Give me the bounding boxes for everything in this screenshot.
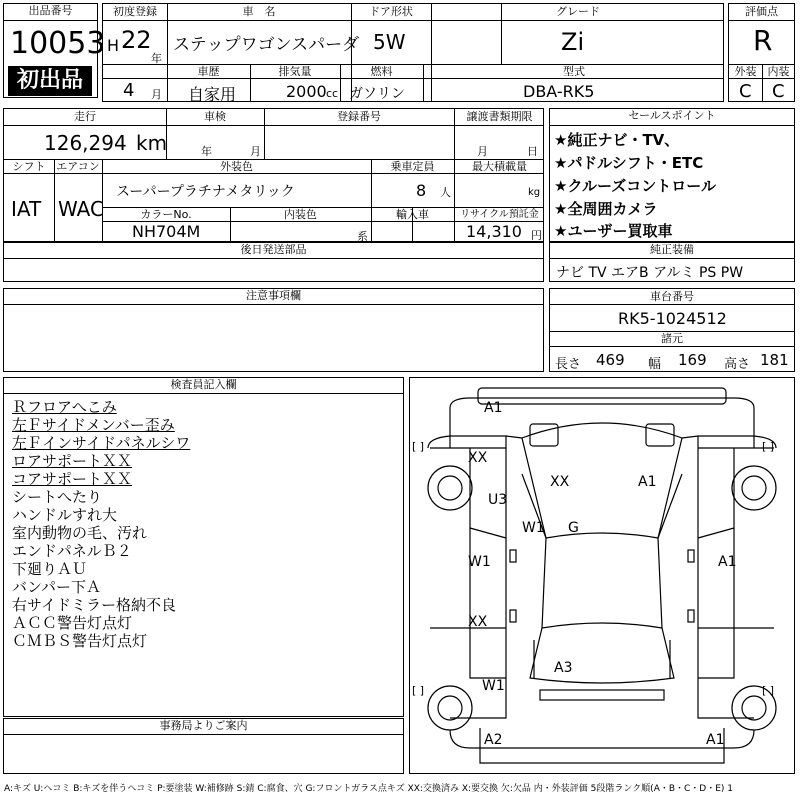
sales-points-box (549, 108, 795, 242)
inspector-line: 室内動物の毛、汚れ (12, 524, 148, 542)
month-unit: 月 (151, 88, 162, 101)
damage-bracket: [ ] (412, 440, 425, 453)
first-reg-label: 初度登録 (113, 5, 157, 18)
ext-label: 外装 (734, 65, 757, 78)
car-name-label: 車 名 (242, 5, 276, 18)
inspector-line: 左Ｆインサイドパネルシワ (12, 434, 191, 452)
score-label: 評価点 (745, 5, 778, 18)
height-label: 高さ (724, 357, 751, 372)
recycle-fee: 14,310 (466, 222, 522, 241)
sales-point: ★ユーザー買取車 (554, 222, 673, 240)
load-label: 最大積載量 (472, 160, 527, 173)
load-unit: kg (528, 187, 541, 198)
inspector-label: 検査員記入欄 (4, 378, 403, 394)
inspector-line: ロアサポートＸＸ (12, 452, 133, 470)
shift: IAT (11, 197, 42, 221)
inspector-line: ハンドルすれ大 (12, 506, 118, 524)
history: 自家用 (188, 85, 237, 104)
mileage-label: 走行 (74, 110, 96, 123)
mileage-unit: km (136, 131, 168, 155)
damage-mark: A2 (484, 732, 503, 748)
inspection-month-unit: 月 (250, 145, 261, 158)
inspector-line: バンパー下Ａ (12, 578, 101, 596)
later-parts-box (3, 242, 544, 282)
damage-mark: W1 (482, 678, 505, 694)
damage-mark: A3 (554, 660, 573, 676)
lot-number: 10053 (10, 26, 106, 61)
inspector-line: Ｒフロアへこみ (12, 398, 117, 416)
door-label: ドア形状 (369, 5, 413, 18)
chassis-label: 車台番号 (650, 290, 694, 303)
disp-unit: cc (326, 87, 339, 100)
disp-label: 排気量 (278, 65, 312, 78)
inspector-line: ＡＣＣ警告灯点灯 (12, 614, 133, 632)
length-label: 長さ (555, 357, 582, 372)
later-parts-label: 後日発送部品 (4, 243, 543, 259)
displacement: 2000 (286, 82, 327, 101)
int-label: 内装 (767, 65, 790, 78)
sales-point: ★純正ナビ・TV、 (554, 131, 680, 149)
intcolor-label: 内装色 (284, 208, 317, 221)
inspector-line: 左Ｆサイドメンバー歪み (12, 416, 175, 434)
score-box (728, 3, 795, 102)
ac-label: エアコン (56, 160, 100, 173)
inspector-line: 右サイドミラー格納不良 (12, 596, 176, 614)
shift-label: シフト (12, 160, 46, 173)
fuel-label: 燃料 (370, 65, 393, 78)
height: 181 (760, 351, 789, 369)
office-label: 事務局よりご案内 (4, 719, 403, 735)
length: 469 (596, 351, 625, 369)
transfer-day-unit: 日 (527, 145, 538, 158)
damage-mark: W1 (522, 520, 545, 536)
detail-grid (3, 108, 544, 242)
fuel: ガソリン (349, 86, 405, 102)
history-label: 車歴 (197, 65, 220, 78)
inspector-line: ＣＭＢＳ警告灯点灯 (12, 632, 148, 650)
sales-point: ★全周囲カメラ (554, 200, 658, 218)
damage-mark: W1 (468, 554, 491, 570)
width: 169 (678, 351, 707, 369)
import-label: 輸入車 (396, 208, 429, 221)
recycle-label: リサイクル預託金 (460, 209, 539, 220)
first-listing-badge: 初出品 (8, 66, 92, 96)
inspector-line: 下廻りＡＵ (12, 560, 88, 578)
damage-mark: U3 (488, 492, 508, 508)
inspector-line: エンドパネルＢ２ (12, 542, 132, 560)
grade-label: グレード (556, 5, 600, 18)
door-type: 5W (373, 30, 406, 54)
recycle-unit: 円 (531, 229, 542, 242)
damage-mark: XX (550, 474, 570, 490)
sales-points-label: セールスポイント (550, 109, 794, 126)
aircon: WAC (58, 197, 104, 221)
int-grade: C (772, 81, 785, 102)
score: R (753, 24, 773, 57)
legend: A:キズ U:ヘコミ B:キズを伴うヘコミ P:要塗装 W:補修跡 S:錆 C:腐食、穴 G:フロントガラス点キズ XX:交換済み X:要交換 欠:欠品 内・外装評価 5段階ランク順(A・B・C・D・E) 1 (4, 784, 734, 794)
model-code: DBA-RK5 (523, 82, 595, 101)
colorno-label: カラーNo. (140, 208, 192, 221)
specs-label: 諸元 (661, 332, 683, 345)
sales-point: ★クルーズコントロール (554, 177, 716, 195)
inspection-label: 車検 (204, 110, 226, 123)
inspection-year-unit: 年 (201, 145, 212, 158)
ext-grade: C (739, 81, 752, 102)
damage-mark: A1 (638, 474, 657, 490)
damage-mark: G (568, 520, 579, 536)
inspector-box (3, 377, 404, 717)
inspector-line: コアサポートＸＸ (12, 470, 133, 488)
damage-bracket: [ ] (412, 684, 425, 697)
notes-box (3, 288, 544, 372)
width-label: 幅 (648, 357, 662, 372)
equipment: ナビ TV エアB アルミ PS PW (556, 265, 744, 281)
model-label: 型式 (563, 65, 585, 78)
lot-label: 出品番号 (4, 4, 97, 21)
car-name: ステップワゴンスパーダ (173, 35, 360, 55)
chassis-box (549, 288, 795, 372)
mileage: 126,294 (44, 131, 127, 155)
color-label: 外装色 (220, 160, 253, 173)
seats-unit: 人 (440, 186, 451, 199)
info-grid (102, 3, 724, 102)
car-outline-diagram (410, 378, 794, 773)
era: H (107, 36, 120, 55)
equipment-label: 純正装備 (550, 243, 794, 259)
damage-mark: A1 (484, 400, 503, 416)
reg-year: 22 (121, 26, 152, 54)
seats-label: 乗車定員 (390, 160, 435, 173)
color-number: NH704M (132, 222, 201, 241)
regno-label: 登録番号 (337, 110, 381, 123)
reg-month: 4 (123, 80, 135, 101)
sales-point: ★パドルシフト・ETC (554, 154, 704, 172)
damage-mark: XX (468, 450, 488, 466)
grade: Zi (561, 28, 585, 56)
inspector-line: シートへたり (12, 488, 103, 506)
header-block (3, 3, 795, 102)
year-unit: 年 (151, 52, 162, 65)
transfer-label: 譲渡書類期限 (466, 110, 533, 123)
damage-mark: A1 (718, 554, 737, 570)
intcolor-unit: 系 (357, 230, 368, 243)
damage-bracket: [ ] (762, 440, 775, 453)
transfer-month-unit: 月 (477, 145, 488, 158)
equipment-box (549, 242, 795, 282)
damage-mark: XX (468, 614, 488, 630)
notes-label: 注意事項欄 (4, 289, 543, 305)
chassis-number: RK5-1024512 (618, 309, 727, 328)
seats: 8 (416, 181, 427, 200)
damage-diagram (409, 377, 795, 774)
lot-box (3, 3, 106, 98)
damage-bracket: [ ] (762, 684, 775, 697)
damage-mark: A1 (706, 732, 725, 748)
office-box (3, 718, 404, 774)
body-color: スーパープラチナメタリック (116, 184, 295, 200)
